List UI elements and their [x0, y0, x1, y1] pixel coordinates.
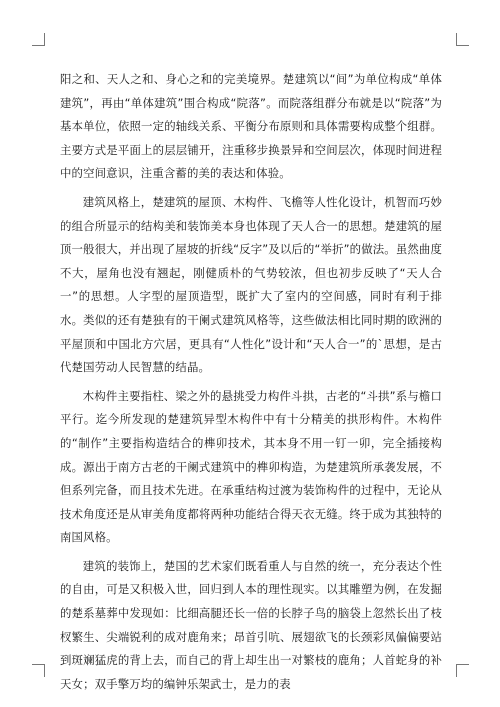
document-body	[60, 68, 442, 701]
crop-mark-bottom-left	[32, 664, 45, 677]
crop-mark-top-right	[456, 33, 469, 46]
paragraph-3: 木构件主要指柱、梁之外的悬挑受力构件斗拱，古老的“斗拱”系与檐口平行。迄今所发现的楚建筑异型木构件中有十分精美的拱形构件。木构件的“制作”主要指构造结合的榫卯技术，其本身不用一钉一卯，完全插接构成。源出于南方古老的干阑式建筑中的榫卯构造，为楚建筑所承袭发展，不但系列完备，而且技术先进。在承重结构过渡为装饰构件的过程中，无论从技术角度还是从审美角度都将两种功能结合得天衣无缝。终于成为其独特的南国风格。	[60, 388, 442, 545]
paragraph-4: 建筑的装饰上，楚国的艺术家们既看重人与自然的统一，充分表达个性的自由，可是又积极入世，回归到人本的理性现实。以其雕塑为例，在发掘的楚系墓葬中发现如：比细高腿还长一倍的长脖子鸟的脑袋上忽然长出了枝杈繁生、尖端锐利的成对鹿角来；昂首引吭、展翅欲飞的长颈彩凤偏偏要站到斑斓猛虎的背上去，而自己的背上却生出一对繁枝的鹿角；人首蛇身的补天女；双手擎万均的编钟乐架武士，是力的表	[60, 558, 442, 691]
paragraph-2: 建筑风格上，楚建筑的屋顶、木构件、飞檐等人性化设计，机智而巧妙的组合所显示的结构美和装饰美本身也体现了天人合一的思想。楚建筑的屋顶一般很大，并出现了屋坡的折线“反字”及以后的“举折”的做法。虽然曲度不大，屋角也没有翘起，刚健质朴的气势较浓，但也初步反映了“天人合一”的思想。人字型的屋顶造型，既扩大了室内的空间感，同时有利于排水。类似的还有楚独有的干阑式建筑风格等，这些做法相比同时期的欧洲的平屋顶和中国北方穴居，更具有“人性化”设计和“天人合一”的`思想，是古代楚国劳动人民智慧的结晶。	[60, 194, 442, 375]
crop-mark-bottom-right	[456, 664, 469, 677]
paragraph-1: 阳之和、天人之和、身心之和的完美境界。楚建筑以“间”为单位构成“单体建筑”，再由“单体建筑”围合构成“院落”。而院落组群分布就是以“院落”为基本单位，依照一定的轴线关系、平衡分布原则和具体需要构成整个组群。主要方式是平面上的层层铺开，注重移步换景异和空间层次，体现时间进程中的空间意识，注重含蓄的美的表达和体验。	[60, 72, 442, 181]
crop-mark-top-left	[32, 33, 45, 46]
